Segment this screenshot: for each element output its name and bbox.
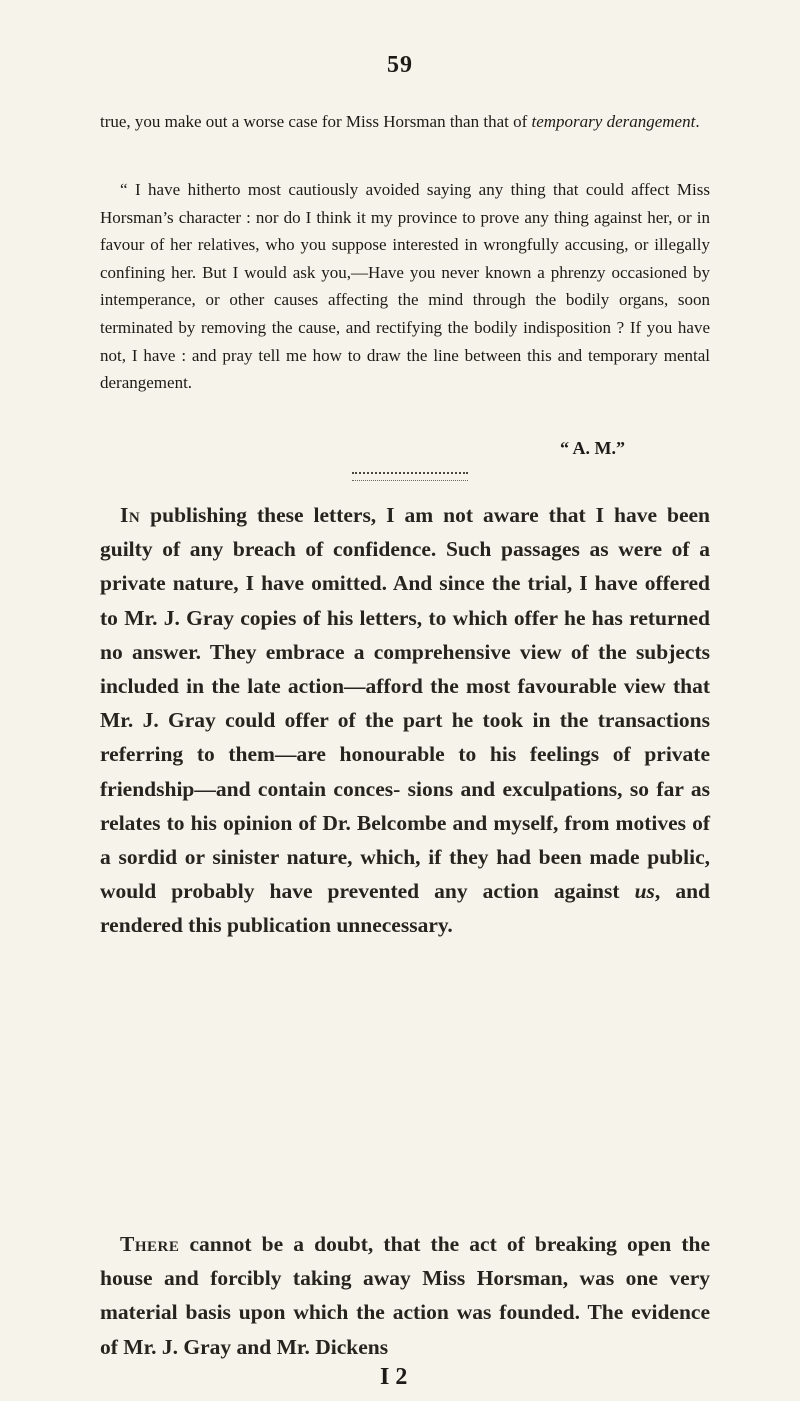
continuation-paragraph	[100, 108, 710, 136]
paragraph-lead: In	[120, 503, 141, 527]
closing-paragraph	[100, 1227, 710, 1364]
italic-word: us	[634, 879, 655, 904]
signature-mark: I 2	[380, 1364, 408, 1390]
quoted-letter-text: “ I have hitherto most cautiously avoided saying any thing that could affect Miss Horsman’s character : nor do I think it my province to prove any thing against her, or in favour of her relatives, who you suppose interested in wrongfully accusing, or illegally confining her. But I would ask you,—Have you never known a phrenzy occasioned by intemperance, or other causes affecting the mind through the bodily organs, soon terminated by removing the cause, and rectifying the bodily indisposition ? If you have not, I have : and pray tell me how to draw the line between this and temporary mental derangement.	[100, 180, 710, 393]
italic-phrase: temporary derangement	[531, 112, 696, 131]
main-paragraph	[100, 498, 710, 943]
paragraph-lead: There	[120, 1232, 180, 1256]
paragraph-text: publishing these letters, I am not aware that I have been guilty of any breach of confidence. Such passages as were of a private nature, I have omitted. And since the trial, I have offered to Mr. J. Gray copies of his letters, to which offer he has returned no answer. They embrace a comprehensive view of the subjects included in the late action—afford the most favourable view that Mr. J. Gray could offer of the part he took in the transactions referring to them—are honourable to his feelings of private friendship—and contain conces- sions and exculpations, so far as relates to his opinion of Dr. Belcombe and myself, from motives of a sordid or sinister nature, which, if they had been made public, would probably have prevented any action against	[100, 503, 710, 904]
section-divider	[352, 472, 468, 481]
paragraph-text: cannot be a doubt, that the act of breaking open the house and forcibly taking away Miss Horsman, was one very material basis upon which the action was founded. The evidence of Mr. J. Gray and Mr. Dickens	[100, 1232, 710, 1359]
letter-signature: “ A. M.”	[560, 438, 625, 458]
paragraph-end: , and rendered this publication unnecessary.	[100, 879, 710, 938]
continuation-punctuation: .	[695, 112, 700, 131]
quoted-letter	[100, 176, 710, 397]
page-number: 59	[387, 52, 413, 78]
continuation-text: true, you make out a worse case for Miss Horsman than that of	[100, 112, 528, 131]
